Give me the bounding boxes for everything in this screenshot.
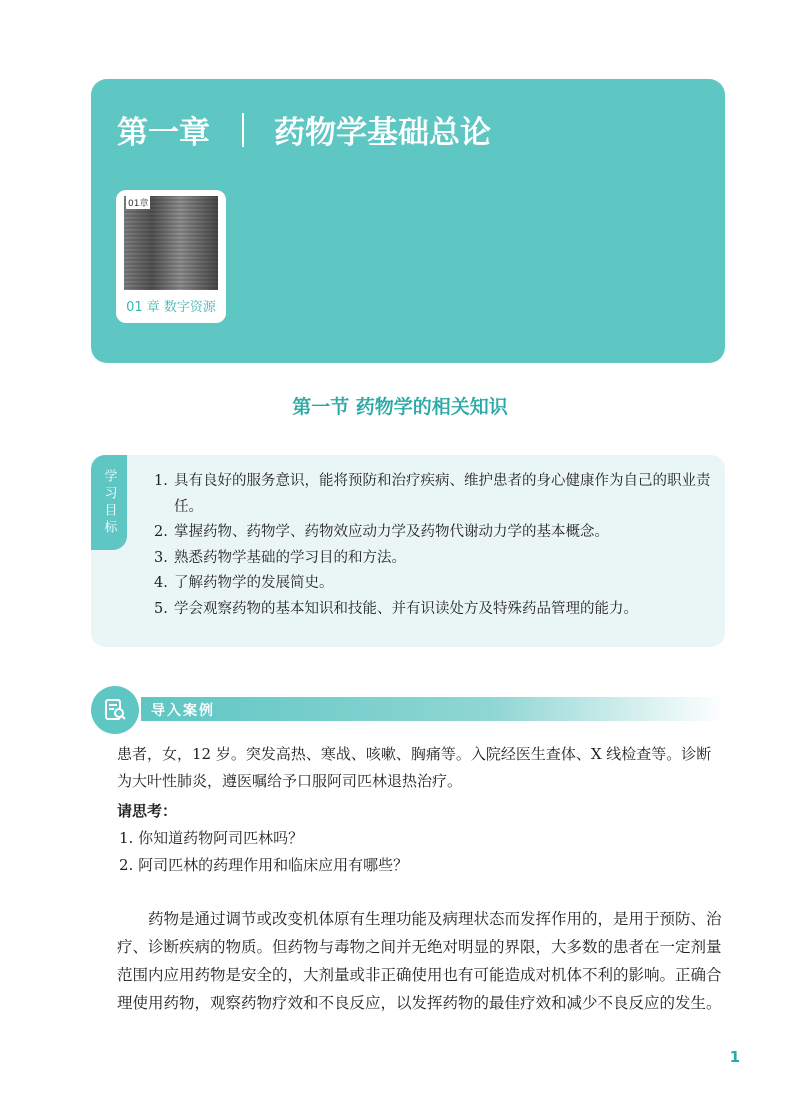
case-header <box>91 686 725 734</box>
objective-text: 掌握药物、药物学、药物效应动力学及药物代谢动力学的基本概念。 <box>174 524 609 540</box>
objective-item <box>154 520 714 546</box>
objective-text: 了解药物学的发展简史。 <box>174 575 334 591</box>
qr-code-label: 01章 <box>126 196 150 209</box>
case-document-search-icon <box>91 686 139 734</box>
objective-item <box>154 546 714 572</box>
objective-text: 具有良好的服务意识，能将预防和治疗疾病、维护患者的身心健康作为自己的职业责任。 <box>174 473 711 515</box>
objectives-tab: 学习目标 <box>91 455 127 550</box>
case-header-bar <box>141 697 725 721</box>
section-title: 第一节 药物学的相关知识 <box>292 396 508 418</box>
objective-item <box>154 469 714 520</box>
page-number: 1 <box>729 1048 740 1066</box>
think-question: 1. 你知道药物阿司匹林吗？ <box>119 829 304 847</box>
chapter-banner <box>91 79 725 363</box>
qr-code-icon[interactable] <box>124 196 218 290</box>
chapter-number: 第一章 <box>117 115 210 151</box>
case-body <box>117 741 723 879</box>
chapter-heading <box>117 107 491 152</box>
objective-number: 4. <box>154 575 168 591</box>
think-title: 请思考： <box>117 802 178 820</box>
objective-number: 3. <box>154 549 168 566</box>
objective-number: 1. <box>154 473 168 489</box>
chapter-title: 药物学基础总论 <box>274 115 491 151</box>
chapter-divider <box>242 113 244 147</box>
objective-number: 5. <box>154 600 168 617</box>
case-paragraph: 患者，女，12 岁。突发高热、寒战、咳嗽、胸痛等。入院经医生查体、X 线检查等。诊断为大叶性肺炎，遵医嘱给予口服阿司匹林退热治疗。 <box>117 745 712 790</box>
learning-objectives-box <box>91 455 725 647</box>
objective-number: 2. <box>154 524 168 540</box>
body-paragraph: 药物是通过调节或改变机体原有生理功能及病理状态而发挥作用的，是用于预防、治疗、诊断疾病的物质。但药物与毒物之间并无绝对明显的界限，大多数的患者在一定剂量范围内应用药物是安全的，大剂量或非正确使用也有可能造成对机体不利的影响。正确合理使用药物，观察药物疗效和不良反应，以发挥药物的最佳疗效和减少不良反应的发生。 <box>117 910 722 1012</box>
objective-item <box>154 571 714 597</box>
think-question: 2. 阿司匹林的药理作用和临床应用有哪些？ <box>119 856 409 874</box>
objectives-list <box>154 469 714 622</box>
qr-caption: 01 章 数字资源 <box>126 300 216 315</box>
case-header-label: 导入案例 <box>151 703 215 719</box>
objective-item <box>154 597 714 623</box>
objective-text: 熟悉药物学基础的学习目的和方法。 <box>174 549 406 566</box>
objective-text: 学会观察药物的基本知识和技能、并有识读处方及特殊药品管理的能力。 <box>174 600 638 617</box>
qr-card[interactable] <box>116 190 226 323</box>
